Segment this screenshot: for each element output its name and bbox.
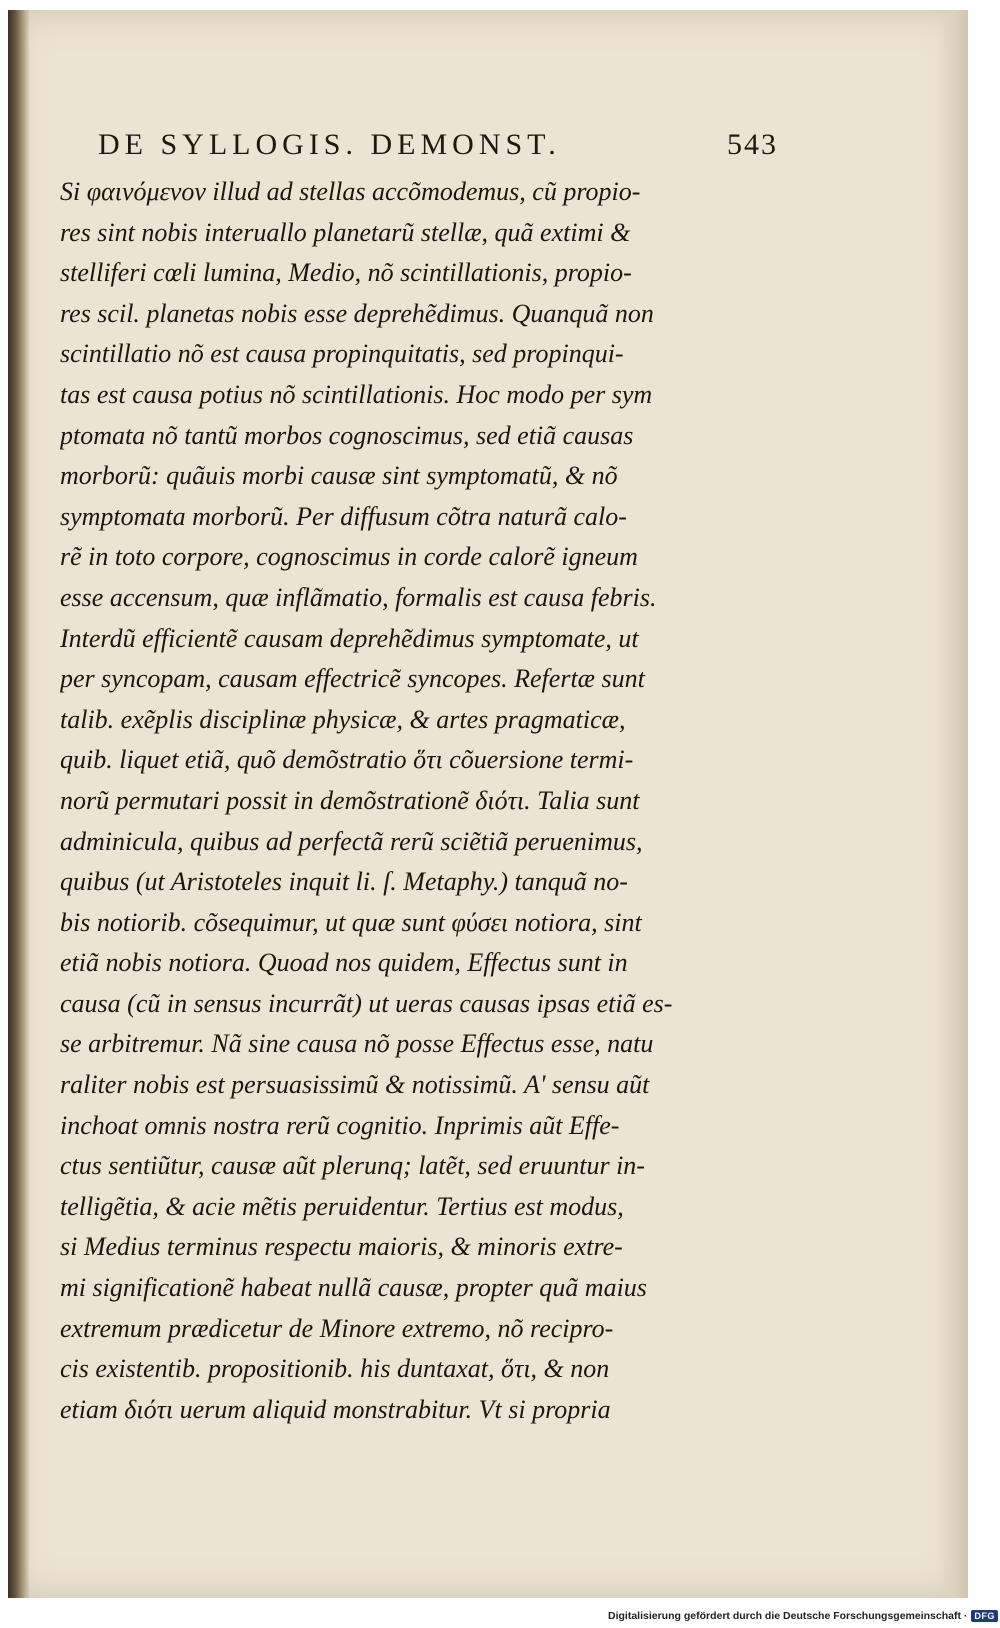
text-line: norũ permutari possit in demõstrationẽ διότι. Talia sunt — [60, 785, 640, 815]
text-line: quib. liquet etiã, quõ demõstratio ὅτι cõuersione termi- — [60, 745, 634, 775]
text-line: tas est causa potius nõ scintillationis. Hoc modo per sym — [60, 379, 653, 409]
text-line: se arbitremur. Nã sine causa nõ posse Effectus esse, natu — [60, 1029, 654, 1059]
text-line: etiam διότι uerum aliquid monstrabitur. Vt si propria — [60, 1394, 611, 1424]
digitization-credit — [608, 1608, 998, 1624]
text-line: etiã nobis notiora. Quoad nos quidem, Effectus sunt in — [60, 948, 628, 978]
text-line: telligẽtia, & acie mẽtis peruidentur. Tertius est modus, — [60, 1191, 624, 1221]
text-line: quibus (ut Aristoteles inquit li. ſ. Metaphy.) tanquã no- — [60, 867, 628, 897]
text-line: esse accensum, quæ inflãmatio, formalis est causa febris. — [60, 582, 657, 612]
running-head: DE SYLLOGIS. DEMONST. — [98, 128, 561, 161]
text-line: inchoat omnis nostra rerũ cognitio. Inprimis aũt Effe- — [60, 1110, 620, 1140]
text-line: si Medius terminus respectu maioris, & minoris extre- — [60, 1232, 623, 1262]
credit-text: Digitalisierung gefördert durch die Deutsche Forschungsgemeinschaft · — [608, 1610, 968, 1622]
text-line: Interdũ efficientẽ causam deprehẽdimus symptomate, ut — [60, 623, 639, 653]
text-line: ctus sentiũtur, causæ aũt plerunq; latẽt, sed eruuntur in- — [60, 1151, 645, 1181]
text-line: scintillatio nõ est causa propinquitatis, sed propinqui- — [60, 339, 624, 369]
text-line: ptomata nõ tantũ morbos cognoscimus, sed etiã causas — [60, 420, 634, 450]
text-line: cis existentib. propositionib. his duntaxat, ὅτι, & non — [60, 1354, 610, 1384]
text-line: mi significationẽ habeat nullã causæ, propter quã maius — [60, 1273, 647, 1303]
text-line: morborũ: quãuis morbi causæ sint symptomatũ, & nõ — [60, 461, 618, 491]
body-text — [60, 172, 760, 1430]
text-line: res scil. planetas nobis esse deprehẽdimus. Quanquã non — [60, 298, 654, 328]
text-line: rẽ in toto corpore, cognoscimus in corde calorẽ igneum — [60, 542, 638, 572]
page-edge — [938, 10, 968, 1598]
dfg-logo-icon: DFG — [971, 1610, 998, 1622]
text-line: talib. exẽplis disciplinæ physicæ, & artes pragmaticæ, — [60, 704, 626, 734]
text-line: stelliferi cœli lumina, Medio, nõ scintillationis, propio- — [60, 258, 632, 288]
text-line: extremum prædicetur de Minore extremo, nõ recipro- — [60, 1313, 614, 1343]
text-line: raliter nobis est persuasissimũ & notissimũ. A' sensu aũt — [60, 1070, 650, 1100]
text-line: symptomata morborũ. Per diffusum cõtra naturã calo- — [60, 501, 627, 531]
text-line: bis notiorib. cõsequimur, ut quæ sunt φύσει notiora, sint — [60, 907, 642, 937]
text-line: per syncopam, causam effectricẽ syncopes. Refertæ sunt — [60, 664, 645, 694]
text-line: adminicula, quibus ad perfectã rerũ sciẽtiã peruenimus, — [60, 826, 643, 856]
page-number: 543 — [727, 128, 778, 161]
text-line: causa (cũ in sensus incurrãt) ut ueras causas ipsas etiã es- — [60, 988, 673, 1018]
text-line: Si φαινόμενον illud ad stellas accõmodemus, cũ propio- — [60, 177, 641, 206]
text-line: res sint nobis interuallo planetarũ stellæ, quã extimi & — [60, 217, 631, 247]
binding-shadow — [8, 10, 30, 1598]
book-page — [8, 10, 968, 1598]
page-header — [98, 128, 778, 168]
